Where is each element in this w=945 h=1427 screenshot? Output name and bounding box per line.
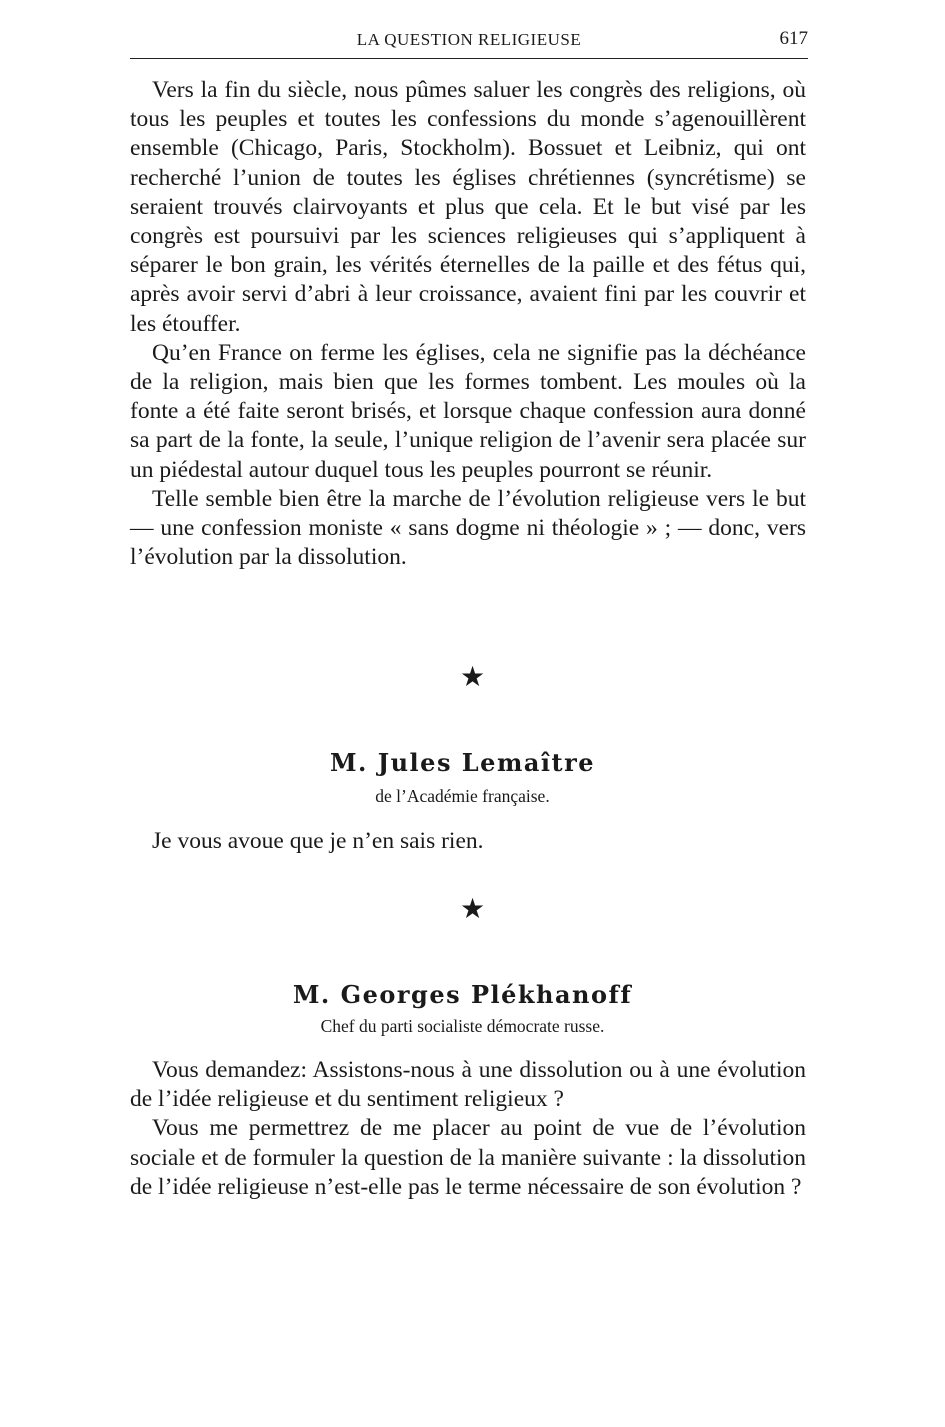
contributor-affiliation: Chef du parti socialiste démocrate russe. <box>320 1016 605 1036</box>
contributor-name: M. Georges Plékhanoff <box>292 980 633 1009</box>
paragraph: Vers la fin du siècle, nous pûmes saluer les congrès des religions, où tous les peuples et toutes les confessions du monde s’agenouillèrent ensemble (Chicago, Paris, Stockholm). Bossuet et Leibniz, qui ont recherché l’union de toutes les églises chrétiennes (syncrétisme) se seraient trouvés clairvoyants et plus que cela. Et le but visé par les congrès est poursuivi par les sciences religieuses qui s’appliquent à séparer le bon grain, les vérités éternelles de la paille et des fétus qui, après avoir servi d’abri à leur croissance, avaient fini par les couvrir et les étouffer. <box>130 77 806 337</box>
paragraph: Vous me permettrez de me placer au point de vue de l’évolution sociale et de formuler la question de la manière suivante : la dissolution de l’idée religieuse n’est-elle pas le terme nécessaire de son évolution ? <box>130 1115 806 1200</box>
running-title: LA QUESTION RELIGIEUSE <box>356 30 582 49</box>
paragraph: Qu’en France on ferme les églises, cela ne signifie pas la déchéance de la religion, mais bien que les formes tombent. Les moules où la fonte a été faite seront brisés, et lorsque chaque confession aura donné sa part de la fonte, la seule, l’unique religion de l’avenir sera placée sur un piédestal autour duquel tous les peuples pourront se réunir. <box>130 339 806 483</box>
section-separator-star: ★ <box>459 660 486 693</box>
contributor-name: M. Jules Lemaître <box>329 748 596 777</box>
section-1-text <box>130 76 806 572</box>
running-head <box>130 22 808 59</box>
contributor-reply: Je vous avoue que je n’en sais rien. <box>152 828 484 854</box>
section-2-text <box>130 1056 806 1202</box>
section-separator-star: ★ <box>459 892 486 925</box>
paragraph: Vous demandez: Assistons-nous à une dissolution ou à une évolution de l’idée religieuse et du sentiment religieux ? <box>130 1057 806 1113</box>
contributor-affiliation: de l’Académie française. <box>375 786 550 806</box>
page-number: 617 <box>779 28 808 49</box>
paragraph: Telle semble bien être la marche de l’évolution religieuse vers le but — une confession moniste « sans dogme ni théologie » ; — donc, vers l’évolution par la dissolution. <box>130 485 806 571</box>
